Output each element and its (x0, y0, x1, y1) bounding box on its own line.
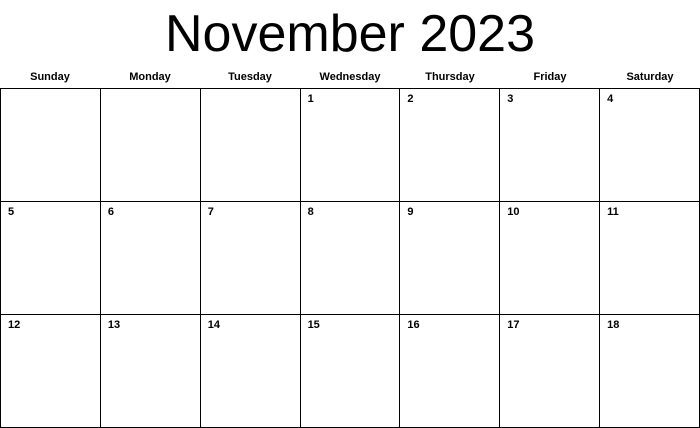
day-cell[interactable] (400, 315, 500, 428)
day-cell[interactable] (101, 89, 201, 202)
day-cell[interactable] (500, 202, 600, 315)
day-cell[interactable] (301, 89, 401, 202)
weekday-header-monday: Monday (129, 71, 171, 83)
calendar-grid (0, 88, 700, 428)
day-number: 13 (107, 319, 121, 331)
day-number: 18 (607, 319, 620, 331)
day-number: 2 (407, 93, 414, 105)
day-cell[interactable] (600, 315, 700, 428)
day-number: 4 (607, 93, 614, 105)
day-number: 17 (507, 319, 520, 331)
day-number: 10 (507, 206, 520, 218)
day-number: 16 (407, 319, 420, 331)
day-cell[interactable] (101, 202, 201, 315)
day-number: 11 (607, 206, 619, 218)
weekday-header-tuesday: Tuesday (228, 71, 272, 83)
weekday-header-row (0, 66, 700, 88)
page-title: November 2023 (165, 5, 535, 63)
day-cell[interactable] (1, 89, 101, 202)
day-cell[interactable] (101, 315, 201, 428)
day-cell[interactable] (1, 202, 101, 315)
day-cell[interactable] (500, 315, 600, 428)
day-cell[interactable] (600, 89, 700, 202)
day-cell[interactable] (301, 315, 401, 428)
weekday-header-sunday: Sunday (30, 71, 70, 83)
day-cell[interactable] (400, 202, 500, 315)
day-cell[interactable] (201, 89, 301, 202)
day-cell[interactable] (201, 202, 301, 315)
day-number: 6 (107, 206, 114, 218)
day-number: 8 (307, 206, 314, 218)
weekday-header-thursday: Thursday (425, 71, 475, 83)
weekday-header-friday: Friday (533, 71, 567, 83)
day-number: 9 (407, 206, 414, 218)
day-number: 3 (507, 93, 514, 105)
weekday-header-saturday: Saturday (626, 71, 674, 83)
day-cell[interactable] (400, 89, 500, 202)
day-number: 15 (307, 319, 320, 331)
day-number: 12 (8, 319, 21, 331)
day-number: 5 (8, 206, 15, 218)
day-cell[interactable] (600, 202, 700, 315)
day-number: 7 (207, 206, 214, 218)
day-cell[interactable] (301, 202, 401, 315)
day-cell[interactable] (500, 89, 600, 202)
weekday-header-wednesday: Wednesday (319, 71, 381, 83)
day-number: 14 (207, 319, 220, 331)
day-number: 1 (307, 93, 314, 105)
day-cell[interactable] (201, 315, 301, 428)
day-cell[interactable] (1, 315, 101, 428)
